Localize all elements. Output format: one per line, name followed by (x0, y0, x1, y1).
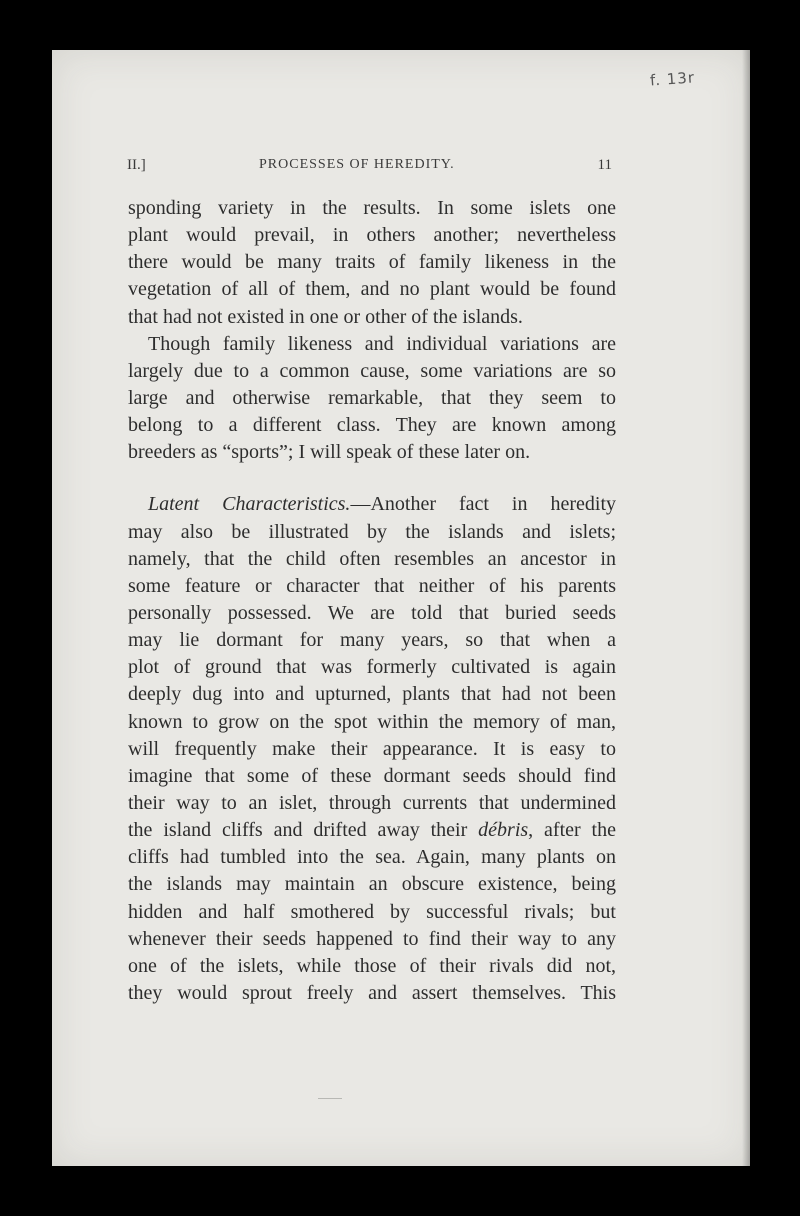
text-fragment: , after the (528, 819, 616, 842)
page-number: 11 (597, 157, 612, 173)
text-line: whenever their seeds happened to find their way to any (128, 927, 616, 950)
text-line: hidden and half smothered by successful rivals; but (128, 900, 616, 923)
text-fragment: —Another fact in heredity (350, 493, 616, 516)
paragraph-gap (128, 466, 616, 491)
text-line: plant would prevail, in others another; nevertheless (128, 224, 616, 247)
body-text (128, 195, 616, 1007)
text-line: that had not existed in one or other of the islands. (128, 305, 523, 328)
text-line: belong to a different class. They are known among (128, 414, 616, 437)
text-line: may also be illustrated by the islands and islets; (128, 520, 616, 543)
text-line: their way to an islet, through currents that undermined (128, 791, 616, 814)
page-mark (318, 1098, 342, 1099)
text-line: largely due to a common cause, some variations are so (128, 359, 616, 382)
text-line: personally possessed. We are told that buried seeds (128, 601, 616, 624)
section-heading: Latent Characteristics. (148, 493, 351, 516)
text-line: the islands may maintain an obscure existence, being (128, 873, 616, 896)
text-line: deeply dug into and upturned, plants that had not been (128, 683, 616, 706)
text-line: they would sprout freely and assert themselves. This (128, 981, 616, 1004)
text-line (128, 491, 616, 518)
debris-word: débris (478, 819, 529, 842)
text-line: will frequently make their appearance. It is easy to (128, 737, 616, 760)
text-line: namely, that the child often resembles an ancestor in (128, 547, 616, 570)
text-line: some feature or character that neither of his parents (128, 574, 616, 597)
folio-annotation: f. 13r (649, 68, 696, 90)
text-line: breeders as “sports”; I will speak of these later on. (128, 441, 531, 464)
text-line: plot of ground that was formerly cultivated is again (128, 656, 616, 679)
text-line: one of the islets, while those of their rivals did not, (128, 954, 616, 977)
text-line: cliffs had tumbled into the sea. Again, many plants on (128, 846, 616, 869)
text-line: sponding variety in the results. In some islets one (128, 197, 616, 219)
text-line: vegetation of all of them, and no plant would be found (128, 278, 616, 301)
text-line (128, 817, 616, 844)
running-title: PROCESSES OF HEREDITY. (259, 157, 455, 172)
text-line: imagine that some of these dormant seeds should find (128, 764, 616, 787)
text-line: there would be many traits of family likeness in the (128, 251, 616, 274)
chapter-number: II.] (127, 157, 146, 173)
text-line: may lie dormant for many years, so that when a (128, 629, 616, 652)
text-fragment: the island cliffs and drifted away their (128, 819, 479, 842)
text-line: large and otherwise remarkable, that they seem to (128, 386, 616, 409)
text-line: Though family likeness and individual variations are (148, 332, 616, 355)
text-line: known to grow on the spot within the memory of man, (128, 710, 616, 733)
